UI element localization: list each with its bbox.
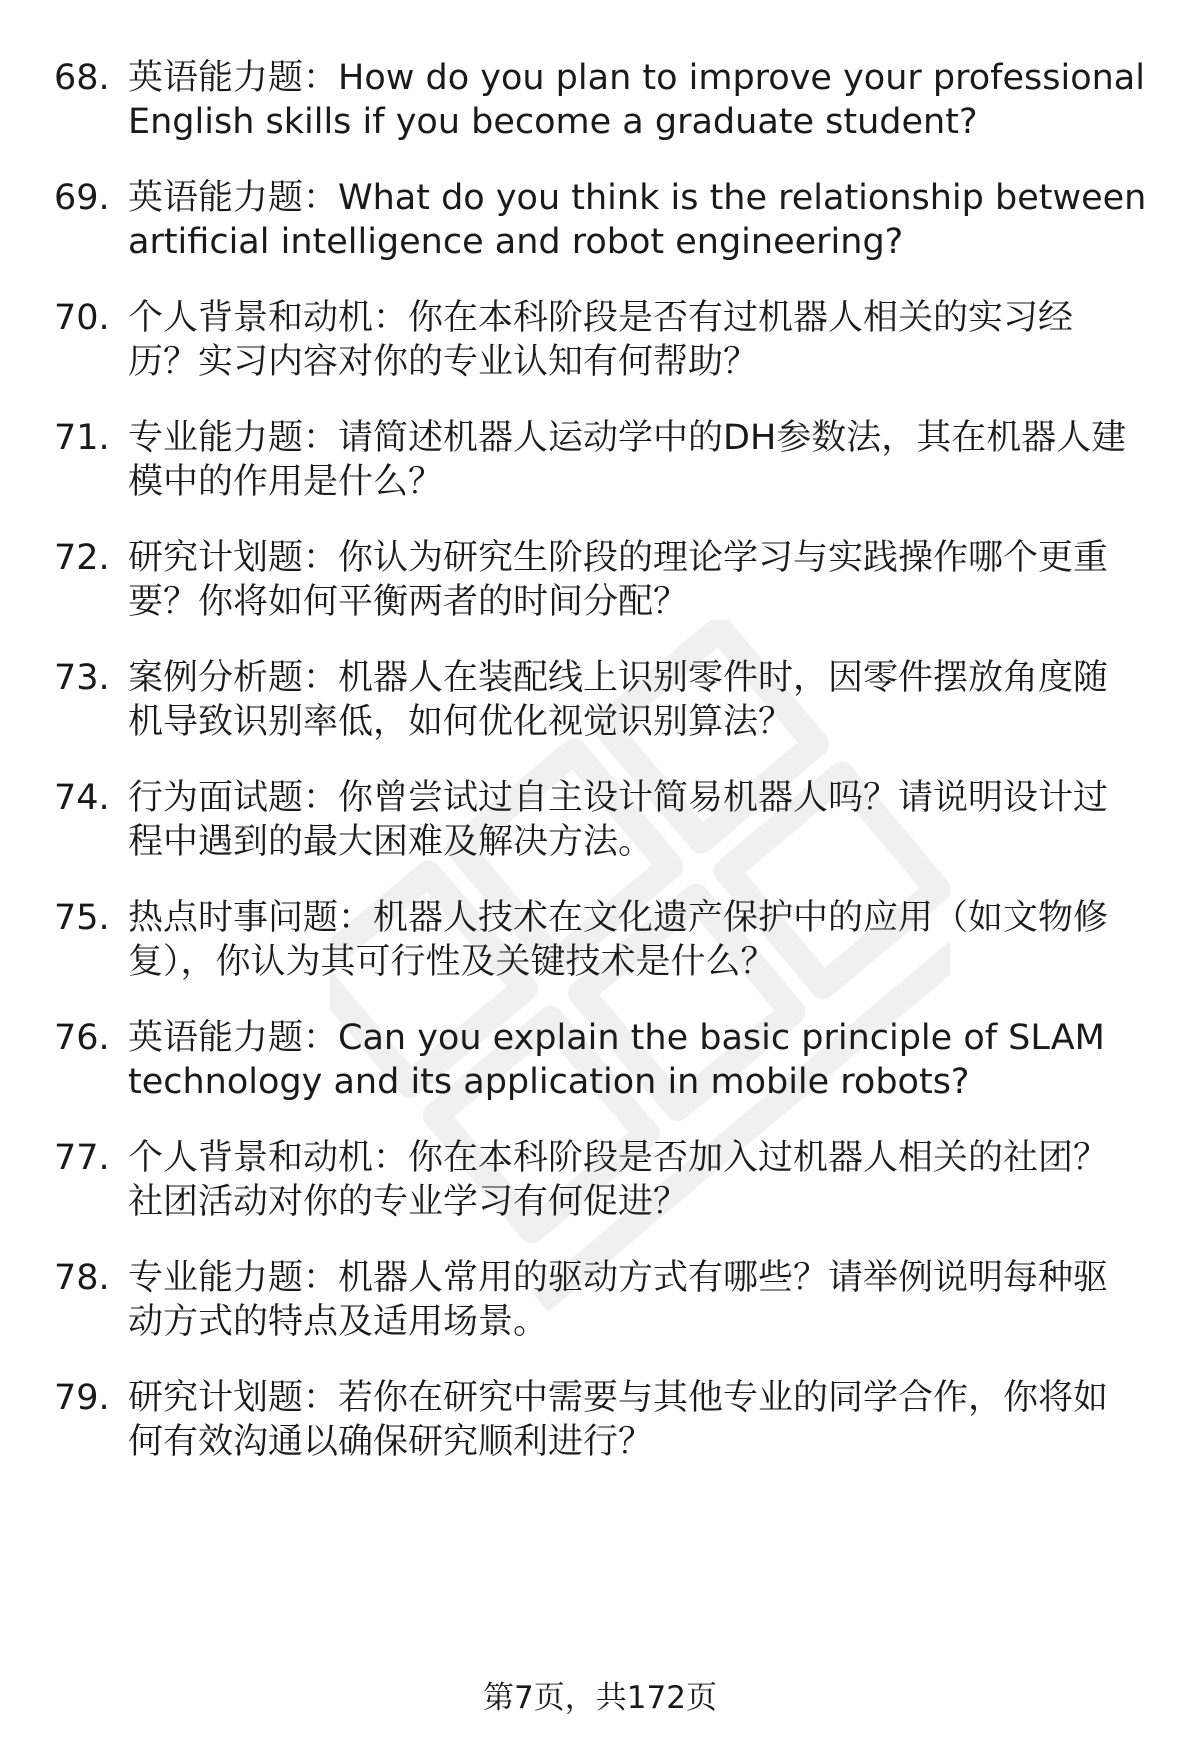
question-text-line: 历？实习内容对你的专业认知有何帮助？ [128, 342, 759, 382]
question-text [128, 896, 1158, 984]
question-number: 77. [54, 1138, 110, 1178]
question-number: 70. [54, 298, 110, 338]
question-item [0, 896, 1200, 1016]
question-item [0, 1016, 1200, 1136]
question-number: 78. [54, 1258, 110, 1298]
question-text-line: 英语能力题：Can you explain the basic principle of SLAM [128, 1018, 1105, 1058]
question-text-line: 专业能力题：请简述机器人运动学中的DH参数法，其在机器人建 [128, 418, 1127, 458]
question-text-line: 英语能力题：What do you think is the relationship between [128, 178, 1147, 218]
question-number: 68. [54, 58, 110, 98]
question-item [0, 176, 1200, 296]
question-number: 73. [54, 658, 110, 698]
question-item [0, 1256, 1200, 1376]
question-number: 74. [54, 778, 110, 818]
question-item [0, 776, 1200, 896]
question-text-line: 个人背景和动机：你在本科阶段是否加入过机器人相关的社团？ [128, 1138, 1109, 1178]
question-text-line: 模中的作用是什么？ [128, 462, 444, 502]
question-text-line: 研究计划题：若你在研究中需要与其他专业的同学合作，你将如 [128, 1378, 1109, 1418]
question-text [128, 776, 1158, 864]
question-text-line: 程中遇到的最大困难及解决方法。 [128, 822, 654, 862]
question-text-line: 要？你将如何平衡两者的时间分配？ [128, 582, 689, 622]
question-text-line: 动方式的特点及适用场景。 [128, 1302, 549, 1342]
question-number: 75. [54, 898, 110, 938]
question-text-line: 行为面试题：你曾尝试过自主设计简易机器人吗？请说明设计过 [128, 778, 1109, 818]
question-number: 79. [54, 1378, 110, 1418]
question-text-line: 机导致识别率低，如何优化视觉识别算法？ [128, 702, 794, 742]
question-text-line: 研究计划题：你认为研究生阶段的理论学习与实践操作哪个更重 [128, 538, 1109, 578]
question-item [0, 1376, 1200, 1496]
question-text-line: artificial intelligence and robot engineering? [128, 222, 904, 262]
page-footer: 第7页，共172页 [483, 1680, 717, 1716]
question-item [0, 416, 1200, 536]
question-item [0, 536, 1200, 656]
question-text [128, 176, 1158, 264]
question-text-line: 案例分析题：机器人在装配线上识别零件时，因零件摆放角度随 [128, 658, 1109, 698]
question-text [128, 416, 1158, 504]
question-item [0, 1136, 1200, 1256]
question-item [0, 296, 1200, 416]
question-text-line: 复），你认为其可行性及关键技术是什么？ [128, 942, 776, 982]
question-text [128, 1256, 1158, 1344]
question-number: 76. [54, 1018, 110, 1058]
question-text-line: technology and its application in mobile robots? [128, 1062, 970, 1102]
question-text [128, 1376, 1158, 1464]
question-text-line: 英语能力题：How do you plan to improve your professional [128, 58, 1145, 98]
question-text [128, 56, 1158, 144]
question-list [0, 56, 1200, 1496]
question-text [128, 536, 1158, 624]
question-text [128, 1016, 1158, 1104]
question-text-line: 社团活动对你的专业学习有何促进？ [128, 1182, 689, 1222]
question-item [0, 656, 1200, 776]
question-text-line: English skills if you become a graduate student? [128, 102, 978, 142]
question-text-line: 热点时事问题：机器人技术在文化遗产保护中的应用（如文物修 [128, 898, 1109, 938]
question-text [128, 656, 1158, 744]
question-text [128, 1136, 1158, 1224]
question-text [128, 296, 1158, 384]
question-item [0, 56, 1200, 176]
question-text-line: 个人背景和动机：你在本科阶段是否有过机器人相关的实习经 [128, 298, 1074, 338]
question-number: 72. [54, 538, 110, 578]
question-number: 69. [54, 178, 110, 218]
question-text-line: 何有效沟通以确保研究顺利进行？ [128, 1422, 654, 1462]
question-text-line: 专业能力题：机器人常用的驱动方式有哪些？请举例说明每种驱 [128, 1258, 1109, 1298]
question-number: 71. [54, 418, 110, 458]
